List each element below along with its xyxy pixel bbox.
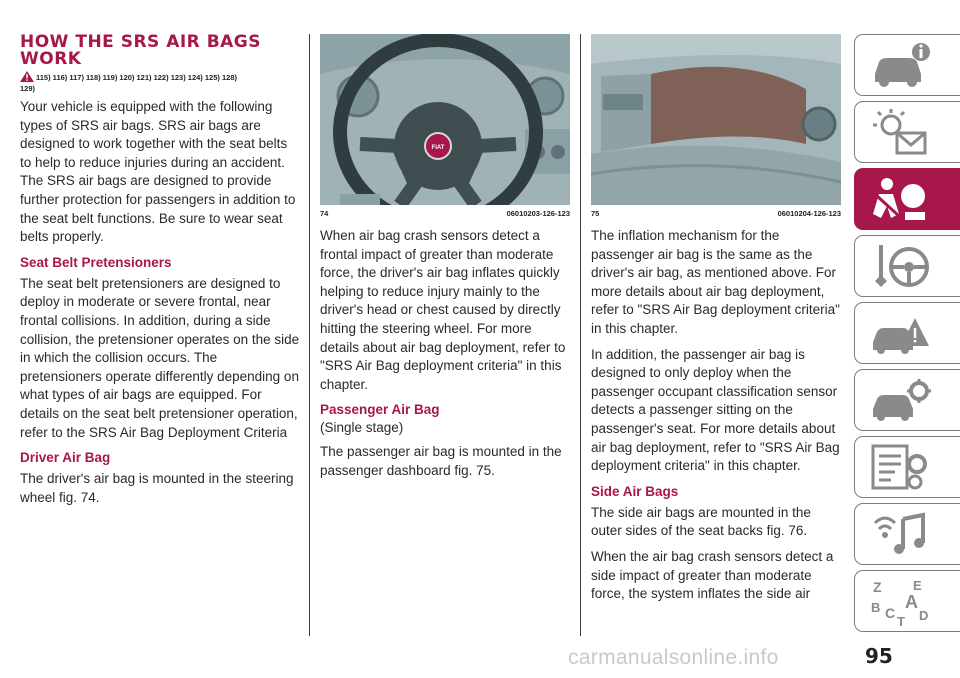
fiat-logo-text: FIAT xyxy=(431,145,445,151)
tab-index[interactable] xyxy=(854,570,960,632)
figure-74-code: 06010203-126-123 xyxy=(506,209,570,218)
column-1 xyxy=(20,34,302,514)
tab-maintenance[interactable] xyxy=(854,369,960,431)
side-deploy-paragraph: When the air bag crash sensors detect a side impact of greater than moderate force, the system inflates the side air xyxy=(591,548,834,602)
tab-emergency[interactable] xyxy=(854,302,960,364)
warning-refs-text: 115) 116) 117) 118) 119) 120) 121) 122) 123) 124) 125) 128) xyxy=(36,73,237,82)
tab-warning-lights[interactable] xyxy=(854,101,960,163)
airbag-safety-icon xyxy=(869,174,931,224)
tab-multimedia[interactable] xyxy=(854,503,960,565)
index-letter-c: C xyxy=(885,605,896,621)
figure-75-dashboard xyxy=(591,34,841,205)
figure-75-caption xyxy=(591,209,841,218)
multimedia-icon xyxy=(869,509,931,559)
steering-wheel-illustration xyxy=(320,34,570,205)
inflation-paragraph: The inflation mechanism for the passenger air bag is the same as the driver's air bag, as mentioned above. For more details about air bag deployment, refer to "SRS Air Bag deployment criteria" in this chapter. xyxy=(591,228,840,336)
section-title xyxy=(20,34,302,68)
column-divider xyxy=(580,34,581,636)
figure-75-number: 75 xyxy=(591,209,600,218)
section-title-line2: WORK xyxy=(20,49,82,69)
figure-74-caption xyxy=(320,209,570,218)
column-divider xyxy=(309,34,310,636)
index-letter-z: Z xyxy=(873,579,882,595)
occupant-sensor-paragraph: In addition, the passenger air bag is designed to only deploy when the passenger occupant classification sensor detects a passenger sitting on the passenger's seat. For more details about air bag deployment, refer to "SRS Air Bag deployment criteria" in this chapter. xyxy=(591,346,840,474)
starting-driving-icon xyxy=(869,241,931,291)
car-info-icon xyxy=(869,40,931,90)
section-title-line1: HOW THE SRS AIR BAGS xyxy=(20,32,262,52)
tab-starting-driving[interactable] xyxy=(854,235,960,297)
index-letter-a: A xyxy=(905,592,918,612)
driver-deploy-paragraph: When air bag crash sensors detect a frontal impact of greater than moderate force, the driver's air bag inflates quickly helping to reduce injury mainly to the driver's head or chest caused by directly hitting the steering wheel. For more details about air bag deployment, refer to "SRS Air Bag deployment criteria" in this chapter. xyxy=(320,228,566,392)
pretensioners-paragraph: The seat belt pretensioners are designed to deploy in moderate or severe frontal, near frontal collisions. In addition, during a side collision, the pretensioner operates on the side in which the collision occurs. The pretensioners operate differently depending on what types of air bags are equipped. For details on the seat belt pretensioner operation, refer to the SRS Air Bag Deployment Criteria xyxy=(20,275,300,440)
figure-75-code: 06010204-126-123 xyxy=(777,209,841,218)
side-mount-paragraph: The side air bags are mounted in the outer sides of the seat backs fig. 76. xyxy=(591,504,811,539)
page-number: 95 xyxy=(865,644,893,668)
emergency-icon xyxy=(869,308,931,358)
tab-technical-data[interactable] xyxy=(854,436,960,498)
maintenance-icon xyxy=(869,375,931,425)
column-3 xyxy=(591,34,841,611)
index-icon xyxy=(869,576,931,626)
index-letter-t: T xyxy=(897,614,905,626)
heading-side-airbags: Side Air Bags xyxy=(591,483,679,499)
figure-74-number: 74 xyxy=(320,209,329,218)
heading-driver-airbag: Driver Air Bag xyxy=(20,450,111,466)
figure-74-steering-wheel xyxy=(320,34,570,205)
index-letter-b: B xyxy=(871,600,881,615)
index-letter-d: D xyxy=(919,608,929,623)
warning-lights-icon xyxy=(869,107,931,157)
technical-data-icon xyxy=(869,442,931,492)
single-stage-note: (Single stage) xyxy=(320,420,404,436)
warning-triangle-icon xyxy=(20,71,34,82)
dashboard-illustration xyxy=(591,34,841,205)
passenger-mount-paragraph: The passenger air bag is mounted in the passenger dashboard fig. 75. xyxy=(320,443,562,478)
tab-airbag-safety[interactable] xyxy=(854,168,960,230)
intro-paragraph: Your vehicle is equipped with the following types of SRS air bags. SRS air bags are designed to work together with the seat belts to help to reduce injuries during an accident. The SRS air bags are designed to provide further protection for passengers in addition to the seat belt functions. Be sure to wear seat belts properly. xyxy=(20,99,296,245)
column-2 xyxy=(320,34,570,487)
warning-references xyxy=(20,71,302,94)
heading-passenger-airbag: Passenger Air Bag xyxy=(320,402,440,418)
warning-refs-cont: 129) xyxy=(20,84,36,93)
watermark: carmanualsonline.info xyxy=(568,646,779,669)
driver-airbag-paragraph: The driver's air bag is mounted in the steering wheel fig. 74. xyxy=(20,471,294,505)
heading-pretensioners: Seat Belt Pretensioners xyxy=(20,254,172,270)
tab-car-info[interactable] xyxy=(854,34,960,96)
index-letter-e: E xyxy=(913,578,922,593)
